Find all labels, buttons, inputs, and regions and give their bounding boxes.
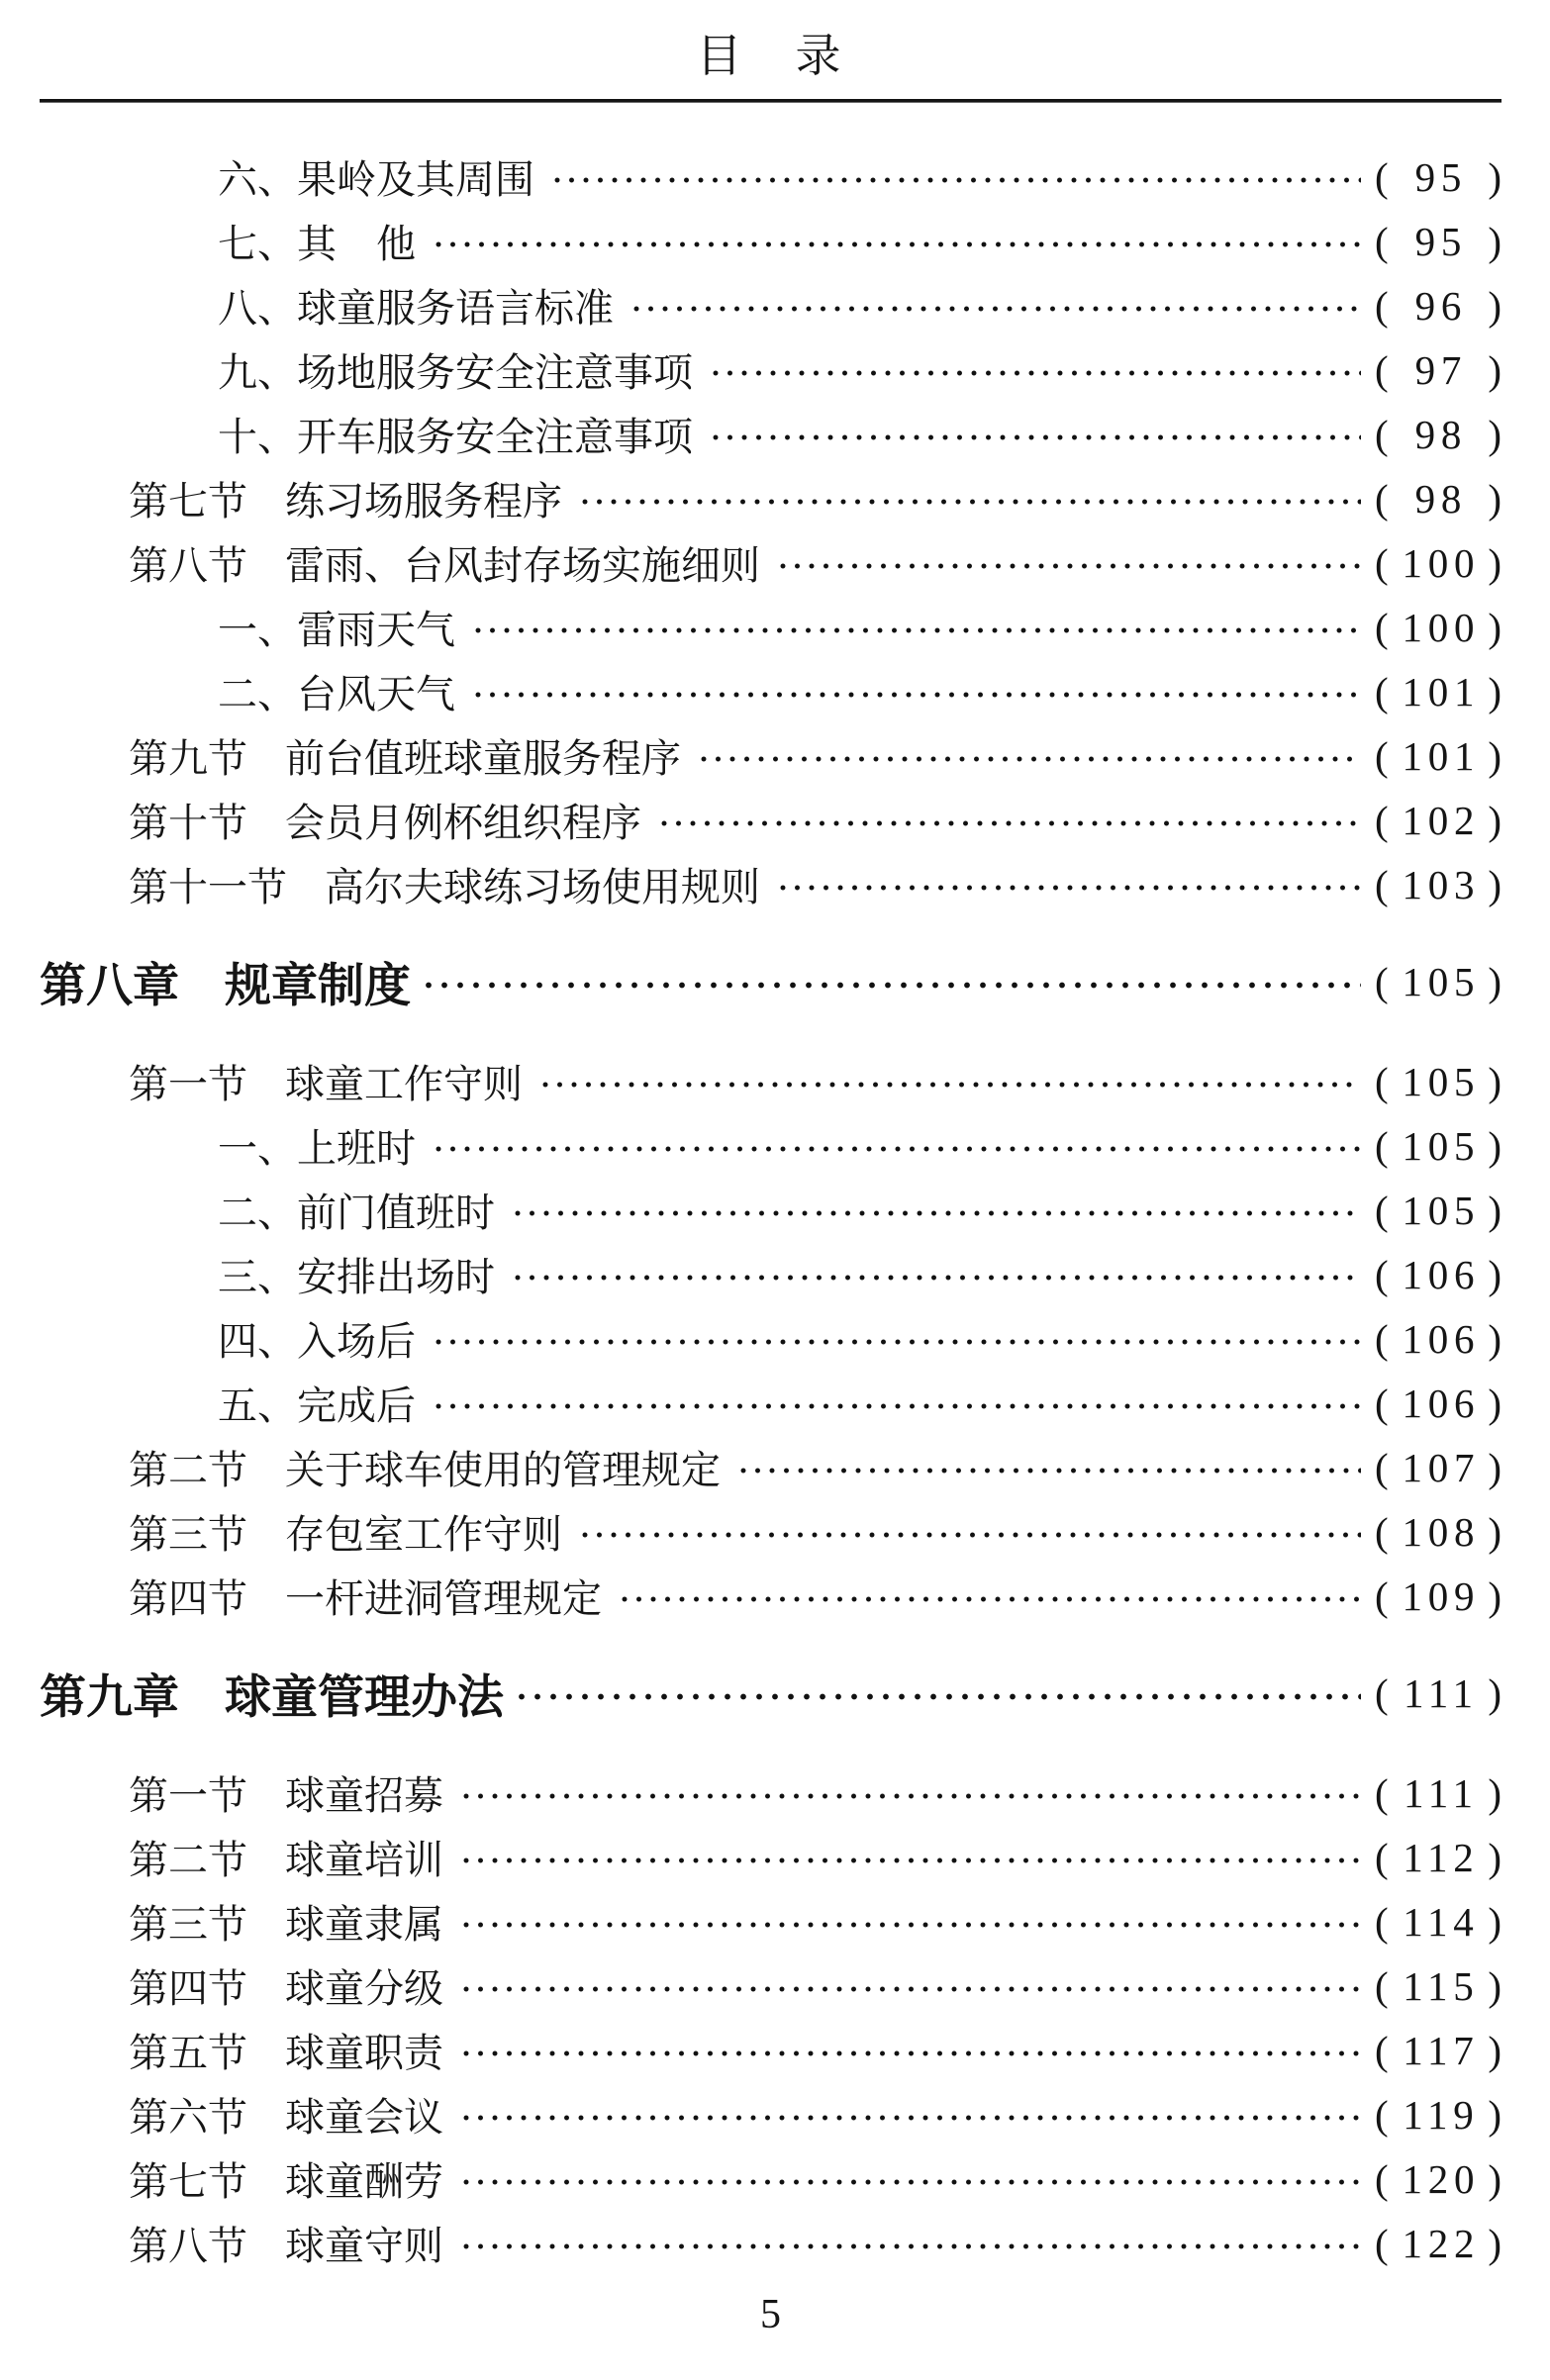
toc-entry-page [1375, 1898, 1502, 1946]
paren-open: ( [1375, 732, 1389, 779]
toc-entry-title: 果岭及其周围 [297, 157, 534, 202]
paren-close: ) [1488, 1122, 1502, 1169]
paren-close: ) [1488, 1962, 1502, 2009]
paren-close: ) [1488, 797, 1502, 843]
toc-entry[interactable] [40, 1178, 1502, 1242]
toc-entry-title: 球童服务语言标准 [297, 286, 614, 331]
paren-close: ) [1488, 1058, 1502, 1104]
page-number: 103 [1402, 861, 1481, 907]
page-number: 117 [1403, 2027, 1480, 2073]
paren-open: ( [1375, 1058, 1389, 1104]
toc-entry-title: 球童工作守则 [285, 1062, 523, 1106]
toc-entry[interactable] [40, 1306, 1502, 1371]
dot-leader [709, 434, 1361, 440]
paren-close: ) [1488, 1898, 1502, 1945]
toc-entry-page [1375, 2155, 1502, 2203]
header-rule [40, 99, 1502, 103]
toc-entry-number: 第七节 [129, 479, 247, 524]
toc-entry-page [1375, 2091, 1502, 2139]
toc-entry-title: 雷雨天气 [297, 608, 455, 652]
dot-leader [511, 1210, 1361, 1216]
page-footer [40, 2291, 1502, 2338]
toc-entry-number: 第十节 [129, 801, 247, 845]
page-number: 120 [1402, 2155, 1481, 2202]
toc-entry[interactable] [40, 337, 1502, 402]
toc-entry-title: 其 他 [297, 222, 416, 266]
dot-leader [459, 1922, 1361, 1928]
toc-entry-title: 规章制度 [225, 958, 411, 1011]
dot-leader [459, 2179, 1361, 2185]
toc-entry[interactable] [40, 2146, 1502, 2211]
paren-open: ( [1375, 1315, 1389, 1362]
toc-entry-title: 上班时 [297, 1126, 416, 1171]
paren-close: ) [1488, 1380, 1502, 1426]
paren-open: ( [1375, 1769, 1389, 1816]
page-number: 112 [1403, 1834, 1480, 1880]
toc-entry-page [1375, 1122, 1502, 1170]
toc-entry[interactable] [40, 2211, 1502, 2275]
page-number: 111 [1404, 1670, 1479, 1716]
toc-entry-page [1375, 282, 1502, 330]
dot-leader [709, 370, 1361, 376]
page-number: 105 [1402, 1187, 1481, 1233]
toc-entry-title: 球童管理办法 [225, 1669, 504, 1723]
paren-open: ( [1375, 218, 1389, 264]
page-number: 95 [1414, 218, 1468, 264]
page-number: 102 [1402, 797, 1481, 843]
toc-entry-page [1375, 1444, 1502, 1491]
page-number: 105 [1402, 1122, 1481, 1169]
toc-entry-title: 球童隶属 [285, 1902, 443, 1947]
paren-open: ( [1375, 1670, 1389, 1716]
dot-leader [511, 1275, 1361, 1281]
toc-entry-page [1375, 1508, 1502, 1556]
toc-entry-number: 第一节 [129, 1773, 247, 1818]
paren-open: ( [1375, 475, 1389, 522]
toc-entry-title: 台风天气 [297, 672, 455, 716]
paren-open: ( [1375, 153, 1389, 200]
toc-entry-page [1375, 346, 1502, 394]
toc-entry-number: 六、 [218, 157, 297, 202]
dot-leader [618, 1596, 1361, 1602]
paren-close: ) [1488, 1315, 1502, 1362]
toc-entry-number: 二、 [218, 1190, 297, 1235]
toc-entry-page [1375, 1380, 1502, 1427]
toc-entry-page [1375, 1315, 1502, 1363]
toc-entry[interactable] [40, 1049, 1502, 1113]
toc-entry[interactable] [40, 209, 1502, 273]
toc-entry-title: 存包室工作守则 [285, 1512, 562, 1557]
paren-open: ( [1375, 411, 1389, 457]
toc-entry-number: 二、 [218, 672, 297, 716]
toc-entry-number: 第五节 [129, 2031, 247, 2075]
toc-entry-number: 四、 [218, 1319, 297, 1364]
toc-entry-number: 第二节 [129, 1448, 247, 1492]
toc-entry-page [1375, 1669, 1502, 1717]
toc-entry-page [1375, 539, 1502, 587]
paren-close: ) [1488, 2155, 1502, 2202]
dot-leader [471, 627, 1361, 633]
page-title: 目 录 [696, 31, 845, 81]
page-number: 101 [1402, 732, 1481, 779]
toc-entry-number: 第一节 [129, 1062, 247, 1106]
dot-leader [776, 563, 1361, 569]
paren-open: ( [1375, 1508, 1389, 1555]
toc-entry-title: 球童培训 [285, 1838, 443, 1882]
page-number: 105 [1402, 959, 1481, 1004]
paren-close: ) [1488, 604, 1502, 650]
toc-entry[interactable] [40, 2082, 1502, 2146]
paren-close: ) [1488, 1187, 1502, 1233]
paren-open: ( [1375, 2091, 1389, 2138]
toc-entry-title: 高尔夫球练习场使用规则 [325, 865, 760, 909]
paren-close: ) [1488, 282, 1502, 329]
toc-entry[interactable] [40, 946, 1502, 1017]
toc-entry-number: 第七节 [129, 2159, 247, 2204]
dot-leader [459, 2115, 1361, 2121]
toc-entry-page [1375, 1572, 1502, 1620]
toc-entry[interactable] [40, 402, 1502, 466]
toc-entry[interactable] [40, 788, 1502, 852]
page-number: 98 [1414, 411, 1468, 457]
toc-entry-title: 球童会议 [285, 2095, 443, 2140]
dot-leader [630, 306, 1361, 312]
toc-entry-number: 第九章 [40, 1669, 179, 1723]
toc-entry-number: 第四节 [129, 1966, 247, 2011]
toc-entry-number: 五、 [218, 1383, 297, 1428]
toc-entry[interactable] [40, 1953, 1502, 2018]
page-number: 109 [1402, 1572, 1481, 1619]
dot-leader [459, 1986, 1361, 1992]
toc-entry-number: 第八节 [129, 2224, 247, 2268]
dot-leader [459, 1793, 1361, 1799]
toc-entry-title: 球童守则 [285, 2224, 443, 2268]
paren-close: ) [1488, 2220, 1502, 2266]
page-number: 114 [1403, 1898, 1480, 1945]
dot-leader [550, 177, 1361, 183]
paren-open: ( [1375, 2155, 1389, 2202]
dot-leader [578, 499, 1361, 505]
toc-entry[interactable] [40, 595, 1502, 659]
toc-entry[interactable] [40, 1242, 1502, 1306]
toc-entry-number: 十、 [218, 415, 297, 459]
toc-entry-title: 球童职责 [285, 2031, 443, 2075]
toc-entry-page [1375, 732, 1502, 780]
toc-entry-number: 九、 [218, 350, 297, 395]
toc-entry-page [1375, 2220, 1502, 2267]
toc-entry[interactable] [40, 1113, 1502, 1178]
toc-entry[interactable] [40, 852, 1502, 916]
paren-open: ( [1375, 1962, 1389, 2009]
paren-close: ) [1488, 1834, 1502, 1880]
page-number: 106 [1402, 1251, 1481, 1297]
paren-close: ) [1488, 1444, 1502, 1490]
dot-leader [736, 1468, 1361, 1474]
page-number: 100 [1402, 604, 1481, 650]
paren-close: ) [1488, 732, 1502, 779]
toc-entry-number: 三、 [218, 1255, 297, 1299]
paren-open: ( [1375, 1251, 1389, 1297]
toc-entry-number: 第三节 [129, 1512, 247, 1557]
paren-open: ( [1375, 2027, 1389, 2073]
page-number: 115 [1403, 1962, 1480, 2009]
paren-open: ( [1375, 1187, 1389, 1233]
page-number: 106 [1402, 1315, 1481, 1362]
dot-leader [432, 1403, 1361, 1409]
paren-close: ) [1488, 1251, 1502, 1297]
folio-page-number: 5 [760, 2292, 781, 2337]
toc-entry-number: 一、 [218, 608, 297, 652]
toc-entry-title: 开车服务安全注意事项 [297, 415, 693, 459]
paren-open: ( [1375, 1572, 1389, 1619]
dot-leader [459, 2050, 1361, 2056]
page-number: 106 [1402, 1380, 1481, 1426]
toc-entry[interactable] [40, 1371, 1502, 1435]
paren-close: ) [1488, 411, 1502, 457]
dot-leader [657, 820, 1361, 826]
toc-entry-number: 第八章 [40, 958, 179, 1011]
toc-entry-number: 第三节 [129, 1902, 247, 1947]
toc-entry-number: 第四节 [129, 1576, 247, 1621]
toc-entry-number: 七、 [218, 222, 297, 266]
toc-entry[interactable] [40, 1658, 1502, 1729]
page-number: 101 [1402, 668, 1481, 714]
paren-close: ) [1488, 1572, 1502, 1619]
toc-entry-title: 球童酬劳 [285, 2159, 443, 2204]
toc-entry[interactable] [40, 466, 1502, 530]
dot-leader [432, 241, 1361, 247]
paren-open: ( [1375, 1380, 1389, 1426]
page-number: 100 [1402, 539, 1481, 586]
toc-entry[interactable] [40, 273, 1502, 337]
paren-open: ( [1375, 797, 1389, 843]
toc-entry[interactable] [40, 1889, 1502, 1953]
toc-entry-title: 安排出场时 [297, 1255, 495, 1299]
dot-leader [459, 2243, 1361, 2249]
toc-entry-number: 一、 [218, 1126, 297, 1171]
dot-leader [578, 1532, 1361, 1538]
toc-entry-page [1375, 1187, 1502, 1234]
toc-entry-number: 第九节 [129, 736, 247, 781]
dot-leader [432, 1339, 1361, 1345]
toc-entry-page [1375, 604, 1502, 651]
page-number: 105 [1402, 1058, 1481, 1104]
paren-open: ( [1375, 861, 1389, 907]
toc-entry[interactable] [40, 144, 1502, 209]
toc-entry[interactable] [40, 1825, 1502, 1889]
toc-entry[interactable] [40, 723, 1502, 788]
toc-entry-title: 前门值班时 [297, 1190, 495, 1235]
paren-close: ) [1488, 959, 1502, 1004]
toc-entry-page [1375, 1251, 1502, 1298]
dot-leader [514, 1693, 1361, 1700]
toc-entry-title: 球童招募 [285, 1773, 443, 1818]
dot-leader [471, 692, 1361, 698]
paren-open: ( [1375, 604, 1389, 650]
toc-entry-page [1375, 411, 1502, 458]
toc-entry-title: 一杆进洞管理规定 [285, 1576, 602, 1621]
dot-leader [432, 1146, 1361, 1152]
toc-entry-number: 第六节 [129, 2095, 247, 2140]
paren-close: ) [1488, 1508, 1502, 1555]
paren-close: ) [1488, 861, 1502, 907]
toc-entry-number: 八、 [218, 286, 297, 331]
paren-open: ( [1375, 282, 1389, 329]
page-header [40, 28, 1502, 103]
paren-open: ( [1375, 1898, 1389, 1945]
paren-close: ) [1488, 153, 1502, 200]
toc-entry-page [1375, 1769, 1502, 1817]
toc-entry[interactable] [40, 1761, 1502, 1825]
dot-leader [459, 1857, 1361, 1863]
paren-close: ) [1488, 218, 1502, 264]
toc-entry-page [1375, 1834, 1502, 1881]
page-number: 111 [1404, 1769, 1479, 1816]
toc-entry-page [1375, 475, 1502, 523]
toc-entry-number: 第八节 [129, 543, 247, 588]
toc-entry-page [1375, 218, 1502, 265]
dot-leader [421, 982, 1361, 989]
page-number: 107 [1402, 1444, 1481, 1490]
page-number: 108 [1402, 1508, 1481, 1555]
paren-close: ) [1488, 539, 1502, 586]
toc-entry[interactable] [40, 2018, 1502, 2082]
paren-close: ) [1488, 346, 1502, 393]
paren-open: ( [1375, 1834, 1389, 1880]
toc-entry-page [1375, 958, 1502, 1005]
toc-entry[interactable] [40, 530, 1502, 595]
toc-entry[interactable] [40, 1499, 1502, 1564]
paren-close: ) [1488, 1670, 1502, 1716]
toc-entry-title: 场地服务安全注意事项 [297, 350, 693, 395]
paren-close: ) [1488, 1769, 1502, 1816]
toc-entry[interactable] [40, 1435, 1502, 1499]
toc-entry-title: 球童分级 [285, 1966, 443, 2011]
page-number: 119 [1403, 2091, 1480, 2138]
toc-entry-title: 练习场服务程序 [285, 479, 562, 524]
dot-leader [697, 756, 1361, 762]
page-number: 98 [1414, 475, 1468, 522]
toc-entry-number: 第二节 [129, 1838, 247, 1882]
toc-entry-page [1375, 2027, 1502, 2074]
toc-entry-page [1375, 861, 1502, 908]
toc-entry-page [1375, 797, 1502, 844]
paren-open: ( [1375, 346, 1389, 393]
paren-close: ) [1488, 2027, 1502, 2073]
toc-entry-number: 第十一节 [129, 865, 287, 909]
paren-open: ( [1375, 1444, 1389, 1490]
toc-entry-page [1375, 153, 1502, 201]
paren-open: ( [1375, 539, 1389, 586]
paren-open: ( [1375, 668, 1389, 714]
toc-entry-page [1375, 1962, 1502, 2010]
toc-entry-title: 雷雨、台风封存场实施细则 [285, 543, 760, 588]
page-number: 97 [1414, 346, 1468, 393]
toc-entry-title: 会员月例杯组织程序 [285, 801, 641, 845]
paren-open: ( [1375, 1122, 1389, 1169]
paren-open: ( [1375, 959, 1389, 1004]
page-number: 95 [1414, 153, 1468, 200]
dot-leader [538, 1082, 1361, 1088]
toc-entry-title: 关于球车使用的管理规定 [285, 1448, 721, 1492]
toc-entry-title: 完成后 [297, 1383, 416, 1428]
paren-close: ) [1488, 2091, 1502, 2138]
paren-close: ) [1488, 475, 1502, 522]
dot-leader [776, 885, 1361, 891]
toc-entry[interactable] [40, 1564, 1502, 1628]
toc-entry-page [1375, 668, 1502, 715]
paren-open: ( [1375, 2220, 1389, 2266]
toc-list [40, 144, 1502, 2275]
toc-entry-title: 入场后 [297, 1319, 416, 1364]
toc-entry-title: 前台值班球童服务程序 [285, 736, 681, 781]
toc-entry-page [1375, 1058, 1502, 1105]
page-number: 96 [1414, 282, 1468, 329]
page-number: 122 [1402, 2220, 1481, 2266]
paren-close: ) [1488, 668, 1502, 714]
toc-entry[interactable] [40, 659, 1502, 723]
